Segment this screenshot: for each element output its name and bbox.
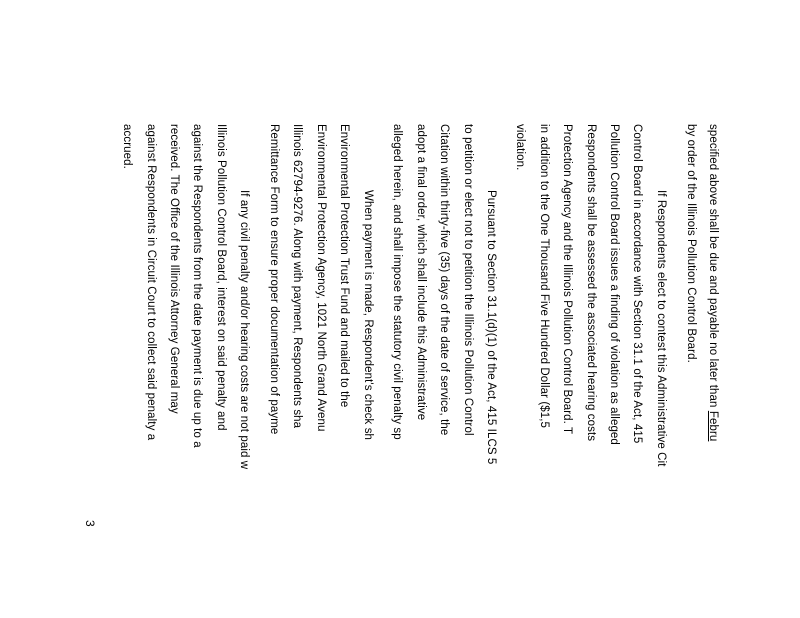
text-line: against Respondents in Circuit Court to collect said penalty a — [145, 124, 157, 441]
text-line: When payment is made, Respondent's check sh — [362, 190, 374, 441]
text-line: Control Board in accordance with Section 31.1 of the Act, 415 — [631, 124, 643, 444]
text-line: against the Respondents from the date payment is due up to a — [191, 124, 203, 448]
text-line: Protection Agency and the Illinois Pollution Control Board. T — [561, 124, 573, 435]
text-line: Respondents shall be assessed the associated hearing costs — [585, 124, 597, 442]
text-line: specified above shall be due and payable no later than Febru — [707, 124, 719, 442]
text-line: in addition to the One Thousand Five Hundred Dollar ($1,5 — [538, 124, 550, 429]
text-line: If any civil penalty and/or hearing costs are not paid w — [238, 190, 250, 470]
text-line: received. The Office of the Illinois Attorney General may — [168, 124, 180, 414]
text-line: Pollution Control Board issues a finding of violation as alleged — [608, 124, 620, 445]
text-line: Illinois Pollution Control Board, interest on said penalty and — [215, 124, 227, 431]
text-line: Environmental Protection Trust Fund and mailed to the — [338, 124, 350, 408]
text-line: alleged herein, and shall impose the statutory civil penalty sp — [391, 124, 403, 440]
text-line: Pursuant to Section 31.1(d)(1) of the Act, 415 ILCS 5 — [485, 190, 497, 465]
text-line: Citation within thirty-five (35) days of the date of service, the — [438, 124, 450, 436]
page-number: 3 — [83, 520, 97, 527]
text-line: If Respondents elect to contest this Administrative Cit — [655, 190, 667, 467]
text-line: Illinois 62794-9276. Along with payment, Respondents sha — [291, 124, 303, 429]
text-line: accrued. — [121, 124, 133, 169]
text-line: adopt a final order, which shall include this Administrative — [415, 124, 427, 421]
text-line: by order of the Illinois Pollution Control Board. — [685, 124, 697, 363]
text-line: violation. — [514, 124, 526, 171]
text-line: Remittance Form to ensure proper documentation of payme — [268, 124, 280, 435]
text-line: Environmental Protection Agency, 1021 North Grand Avenu — [315, 124, 327, 432]
text-line: to petition or elect not to petition the Illinois Pollution Control — [462, 124, 474, 436]
